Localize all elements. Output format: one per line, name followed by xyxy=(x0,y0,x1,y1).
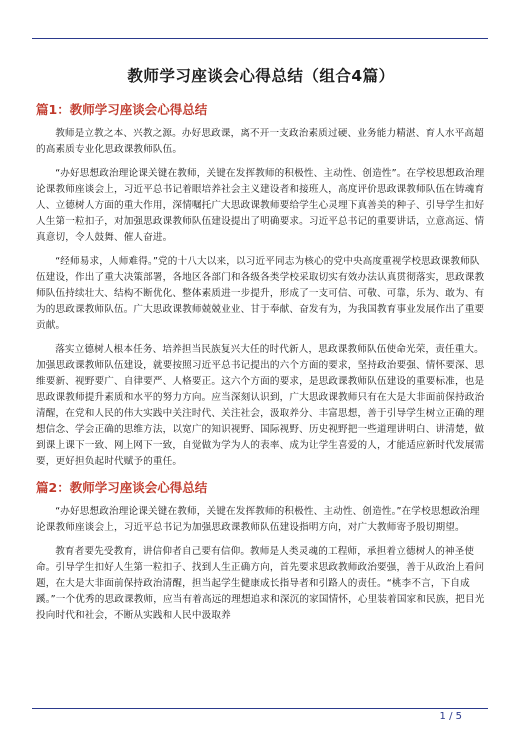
section-heading: 篇2：教师学习座谈会心得总结 xyxy=(36,480,208,495)
section-1 xyxy=(36,100,486,470)
paragraph: “办好思想政治理论课关键在教师，关键在发挥教师的积极性、主动性、创造性”。在学校思想政治理论课教师座谈会上，习近平总书记着眼培养社会主义建设者和接班人，高度评价思政课教师队伍在铸魂育人、立德树人方面的重大作用，深情嘱托广大思政课教师要给学生心灵埋下真善美的种子、引导学生扣好人生第一粒扣子，对加强思政课教师队伍建设提出了明确要求。习近平总书记的重要讲话，立意高远、情真意切，令人鼓舞、催人奋进。 xyxy=(36,168,485,243)
document-body xyxy=(36,58,486,632)
paragraph: 教育者要先受教育，讲信仰者自己要有信仰。教师是人类灵魂的工程师，承担着立德树人的神圣使命。引导学生扣好人生第一粒扣子、找到人生正确方向，首先要求思政教师政治要强，善于从政治上看问题，在大是大非面前保持政治清醒，担当起学生健康成长指导者和引路人的责任。“桃李不言，下自成蹊。”一个优秀的思政课教师，应当有着高远的理想追求和深沉的家国情怀，心里装着国家和民族，把目光投向时代和社会，不断从实践和人民中汲取养 xyxy=(36,546,485,621)
section-heading: 篇1：教师学习座谈会心得总结 xyxy=(36,102,208,117)
footer-rule xyxy=(32,708,488,709)
page-number: 1 / 5 xyxy=(439,711,462,722)
paragraph: “办好思想政治理论课关键在教师，关键在发挥教师的积极性、主动性、创造性。”在学校思想政治理论课教师座谈会上，习近平总书记为加强思政课教师队伍建设指明方向，对广大教师寄予殷切期望。 xyxy=(36,506,480,533)
document-title: 教师学习座谈会心得总结（组合4篇） xyxy=(127,67,395,85)
paragraph: 落实立德树人根本任务、培养担当民族复兴大任的时代新人，思政课教师队伍使命光荣，责任重大。加强思政课教师队伍建设，就要按照习近平总书记提出的六个方面的要求，坚持政治要强、情怀要深、思维要新、视野要广、自律要严、人格要正。这六个方面的要求，是思政课教师队伍建设的重要标准，也是思政课教师提升素质和水平的努力方向。应当深刻认识到，广大思政课教师只有在大是大非面前保持政治清醒，在党和人民的伟大实践中关注时代、关注社会，汲取养分、丰富思想，善于引导学生树立正确的理想信念、学会正确的思维方法，以宽广的知识视野、国际视野、历史视野把一些道理讲明白、讲清楚，做到课上课下一致、网上网下一致，自觉做为学为人的表率、成为让学生喜爱的人，才能适应新时代发展需要，更好担负起时代赋予的重任。 xyxy=(36,344,485,467)
section-2 xyxy=(36,478,486,624)
header-rule xyxy=(32,38,488,39)
paragraph: 教师是立教之本、兴教之源。办好思政课，离不开一支政治素质过硬、业务能力精湛、育人水平高超的高素质专业化思政课教师队伍。 xyxy=(36,128,484,155)
paragraph: “经师易求，人师难得。”党的十八大以来，以习近平同志为核心的党中央高度重视学校思政课教师队伍建设，作出了重大决策部署，各地区各部门和各级各类学校采取切实有效办法认真贯彻落实，思政课教师队伍持续壮大、结构不断优化、整体素质进一步提升，形成了一支可信、可敬、可靠，乐为、敢为、有为的思政课教师队伍。广大思政课教师兢兢业业、甘于奉献、奋发有为，为我国教育事业发展作出了重要贡献。 xyxy=(36,256,485,331)
